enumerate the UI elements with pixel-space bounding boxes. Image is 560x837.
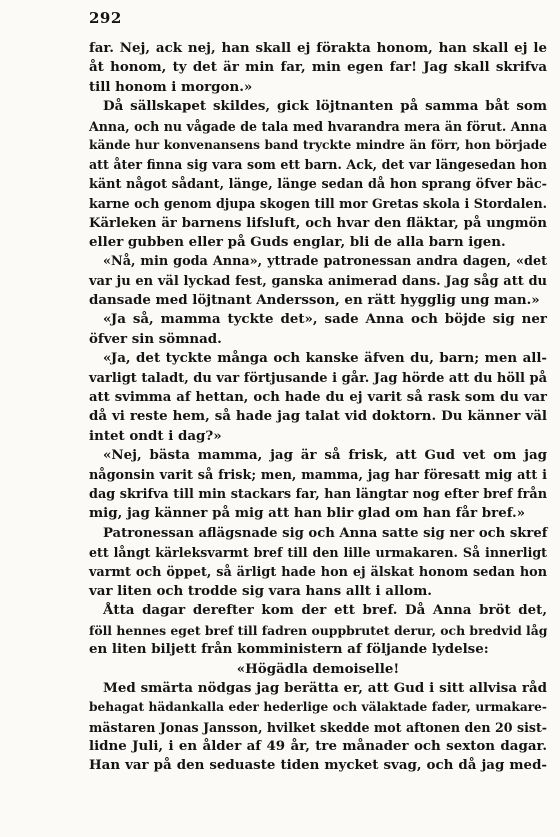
text-line: karne och genom djupa skogen till mor Gretas skola i Stordalen. <box>89 196 547 212</box>
text-line: dansade med löjtnant Andersson, en rätt hygglig ung man.» <box>89 292 540 309</box>
text-line: eller gubben eller på Guds englar, bli de alla barn igen. <box>89 233 506 250</box>
body-text <box>89 39 547 776</box>
text-line: Anna, och nu vågade de tala med hvarandra mera än förut. Anna <box>89 118 547 134</box>
text-line: far. Nej, ack nej, han skall ej förakta honom, han skall ej le <box>89 40 547 56</box>
text-line: att svimma af hettan, och hade du ej varit så rask som du var <box>89 390 547 406</box>
text-line: Då sällskapet skildes, gick löjtnanten på samma båt som <box>103 98 547 115</box>
text-line: varmt och öppet, så ärligt hade hon ej älskat honom sedan hon <box>89 564 547 580</box>
text-line: Åtta dagar derefter kom der ett bref. Då Anna bröt det, <box>103 602 547 619</box>
text-line: intet ondt i dag?» <box>89 427 222 444</box>
text-line: varligt taladt, du var förtjusande i går. Jag hörde att du höll på <box>89 370 547 386</box>
text-line: mig, jag känner på mig att han blir glad om han får bref.» <box>89 505 526 522</box>
text-line: «Högädla demoiselle! <box>236 660 400 677</box>
text-line: behagat hädankalla eder hederlige och välaktade fader, urmakare- <box>89 700 547 715</box>
text-line: till honom i morgon.» <box>89 78 253 95</box>
text-line: «Nå, min goda Anna», yttrade patronessan andra dagen, «det <box>103 254 547 270</box>
text-line: Han var på den seduaste tiden mycket svag, och då jag med- <box>89 757 547 774</box>
text-line: «Ja så, mamma tyckte det», sade Anna och böjde sig ner <box>103 311 547 328</box>
text-line: dag skrifva till min stackars far, han längtar nog efter bref från <box>89 486 547 502</box>
text-line: var liten och trodde sig vara hans allt i allom. <box>89 582 432 599</box>
text-line: känt något sådant, länge, länge sedan då hon sprang öfver bäc- <box>89 176 547 192</box>
text-line: Med smärta nödgas jag berätta er, att Gud i sitt allvisa råd <box>103 679 547 696</box>
text-line: «Ja, det tyckte många och kanske äfven du, barn; men all- <box>103 350 547 367</box>
text-line: «Nej, bästa mamma, jag är så frisk, att Gud vet om jag <box>103 447 547 464</box>
text-line: ett långt kärleksvarmt bref till den lille urmakaren. Så innerligt <box>89 545 547 561</box>
text-line: föll hennes eget bref till fadren ouppbrutet derur, och bredvid låg <box>89 622 548 638</box>
text-line: kände hur konvenansens band tryckte mindre än förr, hon började <box>89 137 547 152</box>
text-line: att åter finna sig vara som ett barn. Ack, det var längesedan hon <box>89 157 547 173</box>
text-line: mästaren Jonas Jansson, hvilket skedde mot aftonen den 20 sist- <box>89 719 547 735</box>
text-line: någonsin varit så frisk; men, mamma, jag har föresatt mig att i <box>89 467 547 483</box>
text-line: då vi reste hem, så hade jag talat vid doktorn. Du känner väl <box>89 408 547 425</box>
text-line: åt honom, ty det är min far, min egen far! Jag skall skrifva <box>89 59 547 76</box>
text-line: öfver sin sömnad. <box>89 330 222 347</box>
text-line: var ju en väl lyckad fest, ganska animerad dans. Jag såg att du <box>89 273 547 289</box>
page-number: 292 <box>89 9 122 27</box>
text-line: Patronessan aflägsnade sig och Anna satte sig ner och skref <box>103 525 548 541</box>
text-line: lidne Juli, i en ålder af 49 år, tre månader och sexton dagar. <box>89 738 547 755</box>
text-line: en liten biljett från komministern af följande lydelse: <box>89 641 489 658</box>
text-line: Kärleken är barnens lifsluft, och hvar den fläktar, på ungmön <box>89 215 547 231</box>
